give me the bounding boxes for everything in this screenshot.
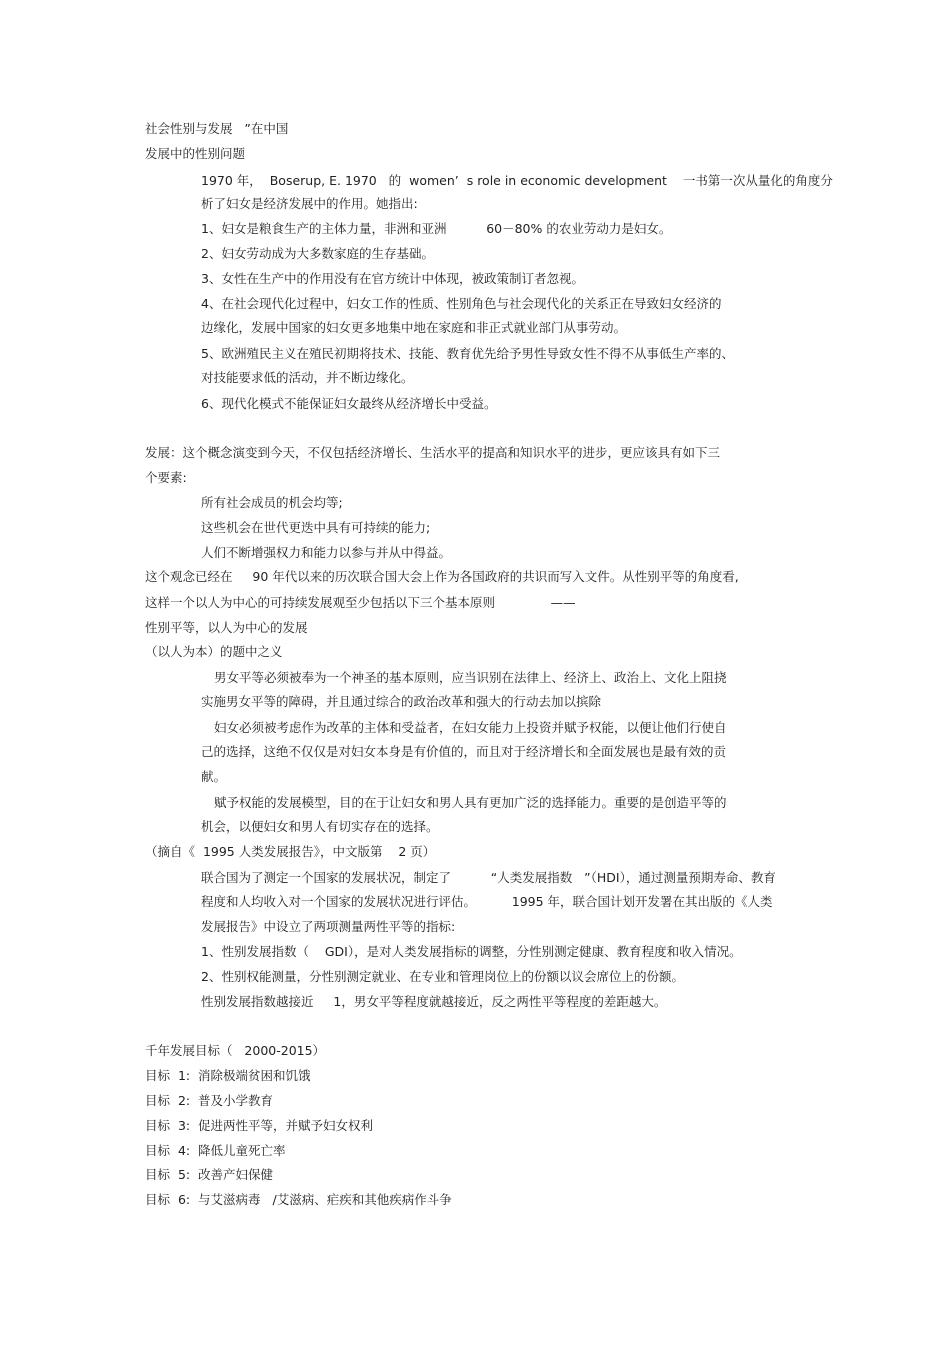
list-item: 所有社会成员的机会均等; — [201, 495, 343, 510]
paragraph-line: 性别发展指数越接近 1，男女平等程度就越接近，反之两性平等程度的差距越大。 — [201, 994, 667, 1009]
quote-line: 实施男女平等的障碍，并且通过综合的政治改革和强大的行动去加以摈除 — [201, 694, 602, 709]
list-item: 5、欧洲殖民主义在殖民初期将技术、技能、教育优先给予男性导致女性不得不从事低生产率的、 — [201, 346, 734, 361]
list-item: 4、在社会现代化过程中，妇女工作的性质、性别角色与社会现代化的关系正在导致妇女经济的 — [201, 296, 722, 311]
paragraph-line: 发展：这个概念演变到今天，不仅包括经济增长、生活水平的提高和知识水平的进步，更应该具有如下三 — [145, 445, 721, 460]
quote-line: 妇女必须被考虑作为改革的主体和受益者，在妇女能力上投资并赋予权能，以便让他们行使自 — [214, 720, 727, 735]
quote-line: 机会，以便妇女和男人有切实存在的选择。 — [201, 819, 439, 834]
goal-item: 目标 6: 与艾滋病毒 /艾滋病、疟疾和其他疾病作斗争 — [145, 1192, 452, 1207]
list-item: 这些机会在世代更迭中具有可持续的能力; — [201, 520, 431, 535]
list-item: 3、女性在生产中的作用没有在官方统计中体现，被政策制订者忽视。 — [201, 271, 584, 286]
list-item: 人们不断增强权力和能力以参与并从中得益。 — [201, 545, 452, 560]
paragraph-line: 1970 年， Boserup, E. 1970 的 women’ s role in economic development 一书第一次从量化的角度分 — [201, 173, 833, 188]
list-item: 对技能要求低的活动，并不断边缘化。 — [201, 370, 414, 385]
section-heading: 发展中的性别问题 — [145, 146, 246, 161]
quote-line: 男女平等必须被奉为一个神圣的基本原则，应当识别在法律上、经济上、政治上、文化上阻挠 — [214, 670, 727, 685]
list-item: 2、妇女劳动成为大多数家庭的生存基础。 — [201, 246, 434, 261]
list-item: 1、性别发展指数（ GDI），是对人类发展指标的调整，分性别测定健康、教育程度和收入情况。 — [201, 944, 742, 959]
paragraph-line: 性别平等，以人为中心的发展 — [145, 620, 308, 635]
section-heading: 千年发展目标（ 2000-2015） — [145, 1043, 326, 1058]
list-item: 6、现代化模式不能保证妇女最终从经济增长中受益。 — [201, 396, 497, 411]
quote-line: 献。 — [201, 769, 227, 784]
goal-item: 目标 2: 普及小学教育 — [145, 1093, 274, 1108]
citation: （摘自《 1995 人类发展报告》，中文版第 2 页） — [145, 844, 436, 859]
paragraph-line: 发展报告》中设立了两项测量两性平等的指标: — [201, 919, 456, 934]
paragraph-line: 这样一个以人为中心的可持续发展观至少包括以下三个基本原则 —— — [145, 595, 576, 610]
document-title: 社会性别与发展 ”在中国 — [145, 121, 289, 136]
goal-item: 目标 3: 促进两性平等，并赋予妇女权利 — [145, 1118, 374, 1133]
goal-item: 目标 4: 降低儿童死亡率 — [145, 1143, 286, 1158]
list-item: 边缘化，发展中国家的妇女更多地集中地在家庭和非正式就业部门从事劳动。 — [201, 320, 627, 335]
list-item: 1、妇女是粮食生产的主体力量，非洲和亚洲 60－80% 的农业劳动力是妇女。 — [201, 221, 672, 236]
goal-item: 目标 5: 改善产妇保健 — [145, 1167, 274, 1182]
paragraph-line: 联合国为了测定一个国家的发展状况，制定了 “人类发展指数 ”（HDI），通过测量预期寿命、教育 — [201, 870, 776, 885]
paragraph-line: 这个观念已经在 90 年代以来的历次联合国大会上作为各国政府的共识而写入文件。从性别平等的角度看, — [145, 569, 739, 584]
paragraph-line: （以人为本）的题中之义 — [145, 644, 283, 659]
quote-line: 赋予权能的发展模型，目的在于让妇女和男人具有更加广泛的选择能力。重要的是创造平等的 — [214, 795, 727, 810]
quote-line: 己的选择，这绝不仅仅是对妇女本身是有价值的，而且对于经济增长和全面发展也是最有效的贡 — [201, 744, 727, 759]
goal-item: 目标 1: 消除极端贫困和饥饿 — [145, 1068, 311, 1083]
paragraph-line: 个要素: — [145, 470, 187, 485]
list-item: 2、性别权能测量，分性别测定就业、在专业和管理岗位上的份额以议会席位上的份额。 — [201, 969, 684, 984]
paragraph-line: 析了妇女是经济发展中的作用。她指出: — [201, 196, 418, 211]
paragraph-line: 程度和人均收入对一个国家的发展状况进行评估。 1995 年，联合国计划开发署在其出版的《人类 — [201, 894, 773, 909]
